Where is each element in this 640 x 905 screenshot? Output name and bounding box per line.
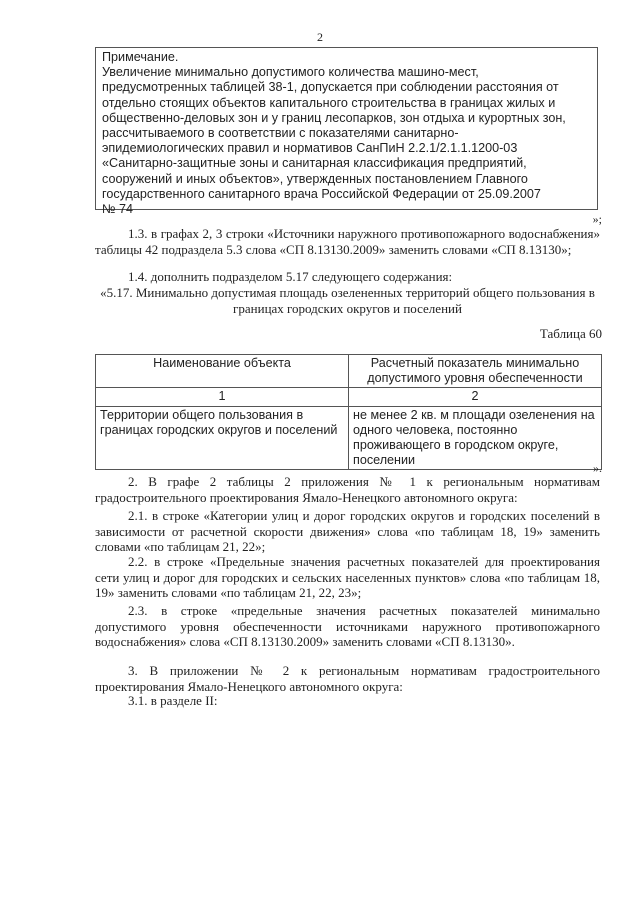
note-line: Увеличение минимально допустимого количества машино-мест, [102,65,479,80]
table-cell-indicator: не менее 2 кв. м площади озеленения на одного человека, постоянно проживающего в городском округе, поселении [349,406,602,470]
table-row [96,406,602,470]
note-line: сооружений и иных объектов», утвержденных постановлением Главного [102,171,528,186]
paragraph-1-4: 1.4. дополнить подразделом 5.17 следующего содержания: [128,269,453,284]
table-number-row [96,388,602,406]
column-header-indicator: Расчетный показатель минимально допустимого уровня обеспеченности [349,355,602,388]
paragraph-2: 2. В графе 2 таблицы 2 приложения № 1 к региональным нормативам градостроительного проектирования Ямало-Ненецкого автономного округа: [95,474,600,505]
paragraph-1-3: 1.3. в графах 2, 3 строки «Источники наружного противопожарного водоснабжения» таблицы 42 подраздела 5.3 слова «СП 8.13130.2009» заменить словами «СП 8.13130»; [95,226,600,257]
note-line: «Санитарно-защитные зоны и санитарная классификация предприятий, [102,156,527,171]
note-line: предусмотренных таблицей 38-1, допускается при соблюдении расстояния от [102,80,559,95]
note-closing-quote: »; [592,212,602,226]
note-line: рассчитываемого в соответствии с показателями санитарно- [102,126,459,141]
table-60 [95,354,602,470]
paragraph-2-2: 2.2. в строке «Предельные значения расчетных показателей для проектирования сети улиц и дорог для городских и сельских населенных пунктов» слова «по таблицам 18, 19» заменить словами «по таблицам 21, 22, 23»; [95,554,600,600]
column-number: 2 [349,388,602,406]
table-cell-object: Территории общего пользования в границах городских округов и поселений [96,406,349,470]
paragraph-2-3: 2.3. в строке «предельные значения расчетных показателей минимально допустимого уровня обеспеченности источниками наружного противопожарного водоснабжения» слова «СП 8.13130.2009» заменить словами «СП 8.13130». [95,603,600,649]
note-line: общественно-деловых зон и у границ лесопарков, зон отдыха и курортных зон, [102,110,566,125]
table-header-row [96,355,602,388]
table-closing-quote: ». [593,461,602,475]
note-box [95,47,598,217]
column-number: 1 [96,388,349,406]
paragraph-3: 3. В приложении № 2 к региональным нормативам градостроительного проектирования Ямало-Ненецкого автономного округа: [95,663,600,694]
section-5-17-heading: «5.17. Минимально допустимая площадь озелененных территорий общего пользования в границах городских округов и поселений [100,285,595,316]
note-line: отдельно стоящих объектов капитального строительства в границах жилых и [102,95,556,110]
column-header-object: Наименование объекта [96,355,349,388]
paragraph-2-1: 2.1. в строке «Категории улиц и дорог городских округов и городских поселений в зависимости от расчетной скорости движения» слова «по таблицам 18, 19» заменить словами «по таблицам 21, 22»; [95,508,600,554]
table-caption: Таблица 60 [539,326,602,341]
note-line: государственного санитарного врача Российской Федерации от 25.09.2007 [102,186,541,201]
paragraph-3-1: 3.1. в разделе II: [128,693,218,708]
note-line: эпидемиологических правил и нормативов СанПиН 2.2.1/2.1.1.1200-03 [102,141,518,156]
note-line: № 74 [102,202,134,217]
page-number: 2 [317,30,323,44]
note-line: Примечание. [102,50,179,64]
